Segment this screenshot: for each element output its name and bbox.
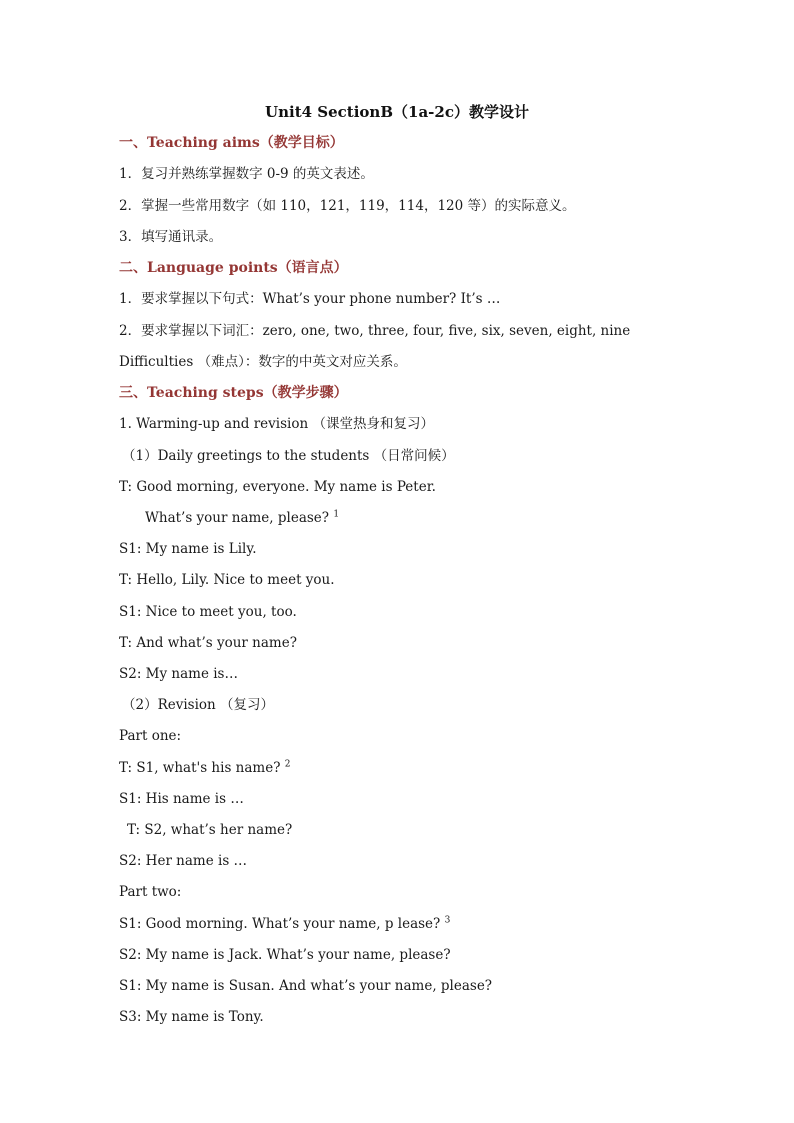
dialog-line [145, 508, 339, 528]
footnote-marker: 3 [444, 915, 451, 926]
dialog-line: S2: Her name is … [119, 853, 248, 869]
part-one-label: Part one: [119, 728, 182, 744]
dialog-line [119, 758, 290, 778]
aim-item-2: 2．掌握一些常用数字（如 110，121，119，114，120 等）的实际意义。 [119, 198, 576, 214]
dialog-line: S2: My name is Jack. What’s your name, please? [119, 947, 451, 963]
aim-item-3: 3．填写通讯录。 [119, 229, 223, 245]
dialog-line: S1: His name is … [119, 791, 244, 807]
sub-step-daily-greetings: （1）Daily greetings to the students （日常问候） [122, 448, 455, 464]
dialog-text: T: S1, what's his name? [119, 760, 281, 776]
language-point-2: 2．要求掌握以下词汇：zero, one, two, three, four, five, six, seven, eight, nine [119, 323, 631, 339]
dialog-line: S3: My name is Tony. [119, 1009, 264, 1025]
step-warming-up: 1. Warming-up and revision （课堂热身和复习） [119, 416, 434, 432]
dialog-line: S1: My name is Susan. And what’s your name, please? [119, 978, 493, 994]
dialog-line: T: Good morning, everyone. My name is Peter. [119, 479, 436, 495]
dialog-text: What’s your name, please? [145, 510, 330, 526]
difficulties-line: Difficulties （难点）：数字的中英文对应关系。 [119, 354, 407, 370]
sub-step-revision: （2）Revision （复习） [122, 697, 275, 713]
section-heading-teaching-aims: 一、Teaching aims（教学目标） [119, 135, 344, 151]
dialog-line: S1: Nice to meet you, too. [119, 604, 297, 620]
dialog-line: T: Hello, Lily. Nice to meet you. [119, 572, 335, 588]
footnote-marker: 1 [333, 509, 340, 520]
dialog-text: S1: Good morning. What’s your name, p lease? [119, 916, 441, 932]
footnote-marker: 2 [284, 759, 291, 770]
dialog-line [119, 914, 450, 934]
section-heading-language-points: 二、Language points（语言点） [119, 260, 348, 276]
section-heading-teaching-steps: 三、Teaching steps（教学步骤） [119, 385, 348, 401]
language-point-1: 1．要求掌握以下句式：What’s your phone number? It’s … [119, 291, 501, 307]
document-title: Unit4 SectionB（1a-2c）教学设计 [265, 103, 529, 121]
dialog-line: S2: My name is… [119, 666, 238, 682]
part-two-label: Part two: [119, 884, 182, 900]
aim-item-1: 1．复习并熟练掌握数字 0-9 的英文表述。 [119, 166, 374, 182]
dialog-line: T: S2, what’s her name? [127, 822, 293, 838]
dialog-line: S1: My name is Lily. [119, 541, 257, 557]
dialog-line: T: And what’s your name? [119, 635, 297, 651]
